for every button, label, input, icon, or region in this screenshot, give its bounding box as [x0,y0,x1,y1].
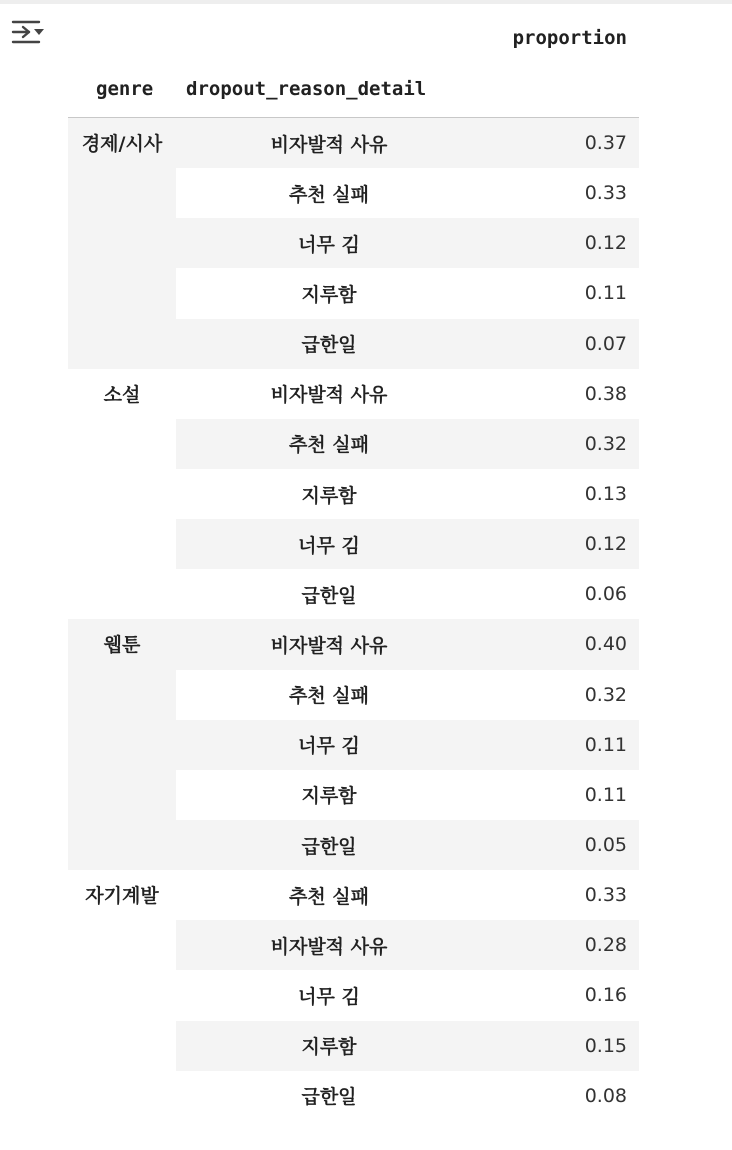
dropout-reason-cell: 비자발적 사유 [270,133,388,156]
output-collapse-icon[interactable] [8,16,46,50]
dropout-reason-cell: 지루함 [301,785,357,808]
dropout-reason-cell: 급한일 [301,835,357,858]
table-row [176,770,639,820]
table-row [176,168,639,218]
dropout-reason-cell: 추천 실패 [288,434,370,457]
dropout-reason-cell: 지루함 [301,1036,357,1059]
proportion-cell: 0.05 [584,834,627,857]
proportion-cell: 0.33 [584,884,627,907]
dropout-reason-cell: 급한일 [301,584,357,607]
dropout-reason-cell: 비자발적 사유 [270,634,388,657]
table-row [176,118,639,168]
dropout-reason-cell: 너무 김 [298,985,360,1008]
proportion-cell: 0.12 [584,232,627,255]
proportion-cell: 0.11 [584,282,627,305]
table-row [176,319,639,369]
proportion-cell: 0.08 [584,1084,627,1107]
index-header-dropout-reason: dropout_reason_detail [186,78,427,100]
genre-label: 경제/시사 [68,118,176,369]
proportion-cell: 0.07 [584,332,627,355]
dropout-reason-cell: 지루함 [301,283,357,306]
genre-label: 웹툰 [68,619,176,870]
proportion-cell: 0.11 [584,733,627,756]
genre-group [68,118,639,369]
table-row [176,369,639,419]
dropout-reason-cell: 너무 김 [298,233,360,256]
dropout-reason-cell: 추천 실패 [288,685,370,708]
column-header-proportion: proportion [512,27,627,49]
dropout-reason-cell: 급한일 [301,334,357,357]
dropout-reason-cell: 지루함 [301,484,357,507]
dropout-reason-cell: 너무 김 [298,534,360,557]
proportion-cell: 0.12 [584,533,627,556]
genre-group [68,870,639,1121]
table-row [176,1071,639,1121]
proportion-cell: 0.32 [584,432,627,455]
table-row [176,419,639,469]
proportion-cell: 0.15 [584,1034,627,1057]
table-row [176,820,639,870]
table-row [176,920,639,970]
proportion-cell: 0.38 [584,382,627,405]
proportion-cell: 0.06 [584,583,627,606]
dropout-reason-cell: 비자발적 사유 [270,384,388,407]
dropout-reason-cell: 너무 김 [298,735,360,758]
cell-top-border [0,0,732,4]
table-row [176,720,639,770]
table-row [176,268,639,318]
dropout-reason-cell: 추천 실패 [288,183,370,206]
genre-group [68,369,639,620]
table-row [176,569,639,619]
proportion-cell: 0.40 [584,633,627,656]
dropout-reason-cell: 추천 실패 [288,885,370,908]
dropout-reason-cell: 급한일 [301,1086,357,1109]
proportion-cell: 0.11 [584,783,627,806]
table-row [176,619,639,669]
dropout-reason-cell: 비자발적 사유 [270,935,388,958]
table-row [176,1021,639,1071]
dataframe-table [68,118,639,1121]
index-header-genre: genre [96,78,154,100]
table-row [176,218,639,268]
table-row [176,970,639,1020]
proportion-cell: 0.13 [584,483,627,506]
table-row [176,519,639,569]
proportion-cell: 0.32 [584,683,627,706]
table-row [176,870,639,920]
genre-label: 소설 [103,383,141,406]
genre-group [68,619,639,870]
table-row [176,469,639,519]
proportion-cell: 0.33 [584,182,627,205]
table-row [176,670,639,720]
proportion-cell: 0.28 [584,934,627,957]
proportion-cell: 0.16 [584,984,627,1007]
proportion-cell: 0.37 [584,132,627,155]
genre-label: 자기계발 [85,885,159,908]
